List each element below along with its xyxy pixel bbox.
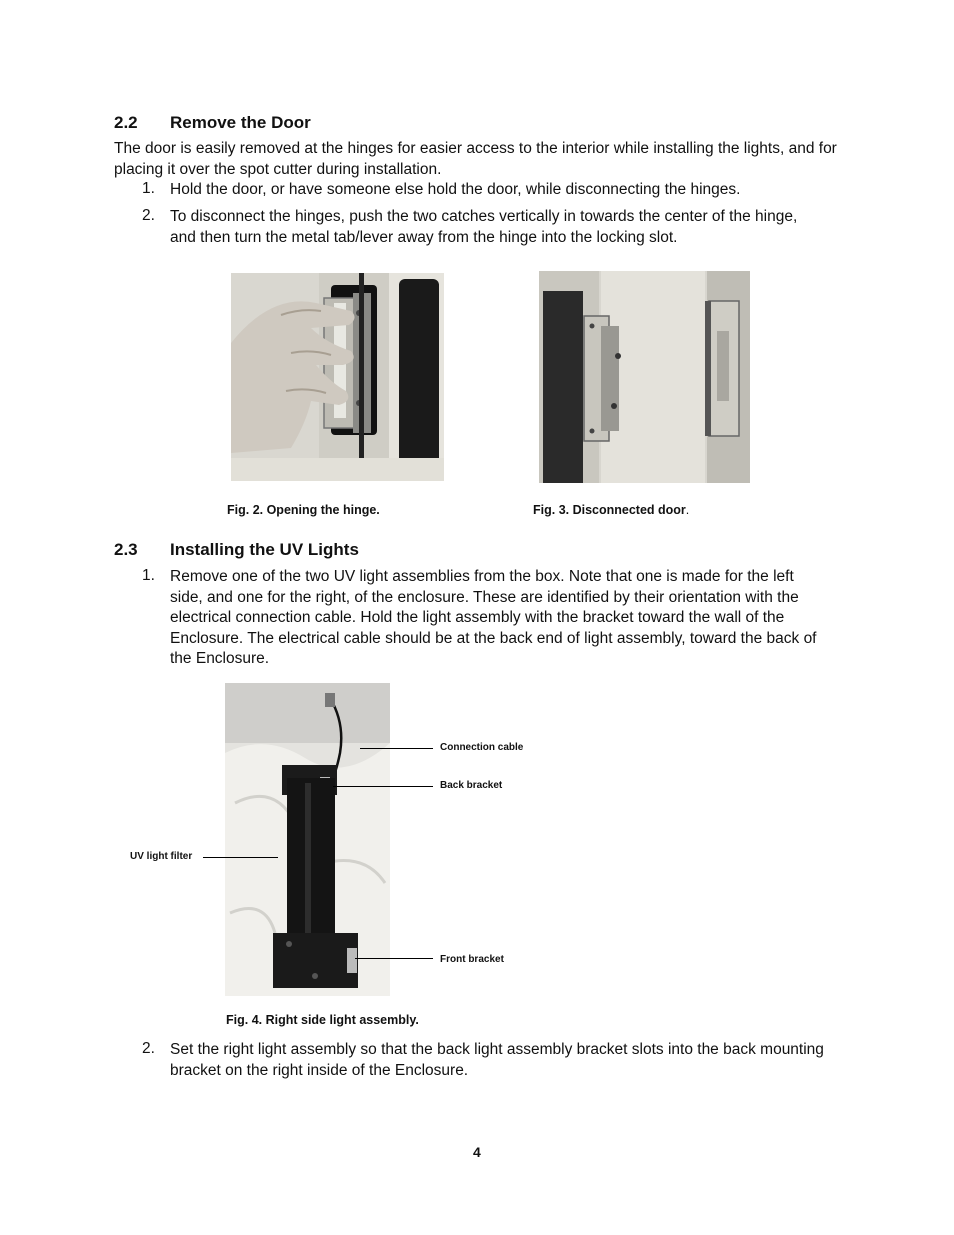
fig2-caption: Fig. 2. Opening the hinge. <box>227 503 380 517</box>
section-2-2-heading <box>114 113 514 135</box>
section-2-3-heading <box>114 540 514 562</box>
callout-line <box>355 958 433 959</box>
step-text: Set the right light assembly so that the back light assembly bracket slots into the back mounting bracket on the right inside of the Enclosure. <box>170 1041 824 1079</box>
fig4-light-assembly-photo <box>225 683 390 996</box>
step-number: 2. <box>142 1040 155 1057</box>
fig4-caption: Fig. 4. Right side light assembly. <box>226 1013 419 1027</box>
callout-front-bracket: Front bracket <box>440 954 504 965</box>
callout-line <box>203 857 278 858</box>
callout-line <box>360 748 433 749</box>
section-title: Remove the Door <box>170 113 311 132</box>
step-number: 2. <box>142 207 155 224</box>
fig3-door-photo <box>539 271 750 483</box>
callout-uv-light-filter: UV light filter <box>130 851 193 862</box>
fig3-caption-text: Fig. 3. Disconnected door <box>533 503 686 517</box>
step-number: 1. <box>142 567 155 584</box>
step-text: To disconnect the hinges, push the two catches vertically in towards the center of the hinge, and then turn the metal tab/lever away from the hinge into the locking slot. <box>170 208 798 246</box>
page-number: 4 <box>473 1144 481 1160</box>
fig2-hinge-photo <box>231 273 444 481</box>
callout-line <box>333 786 433 787</box>
section-title: Installing the UV Lights <box>170 540 359 559</box>
fig3-caption <box>533 503 689 517</box>
callout-connection-cable: Connection cable <box>440 742 524 753</box>
section-2-2-intro: The door is easily removed at the hinges for easier access to the interior while installing the lights, and for placing it over the spot cutter during installation. <box>114 140 837 178</box>
fig3-caption-period: . <box>685 503 690 517</box>
step-number: 1. <box>142 180 155 197</box>
step-text: Hold the door, or have someone else hold the door, while disconnecting the hinges. <box>170 181 741 198</box>
section-number: 2.2 <box>114 113 138 132</box>
section-number: 2.3 <box>114 540 138 559</box>
callout-back-bracket: Back bracket <box>440 780 503 791</box>
step-text: Remove one of the two UV light assemblies from the box. Note that one is made for the left side, and one for the right, of the enclosure. These are identified by their orientation with the electrical connection cable. Hold the light assembly with the bracket toward the wall of the Enclosure. The electrical cable should be at the back end of light assembly, toward the back of the Enclosure. <box>170 568 817 667</box>
